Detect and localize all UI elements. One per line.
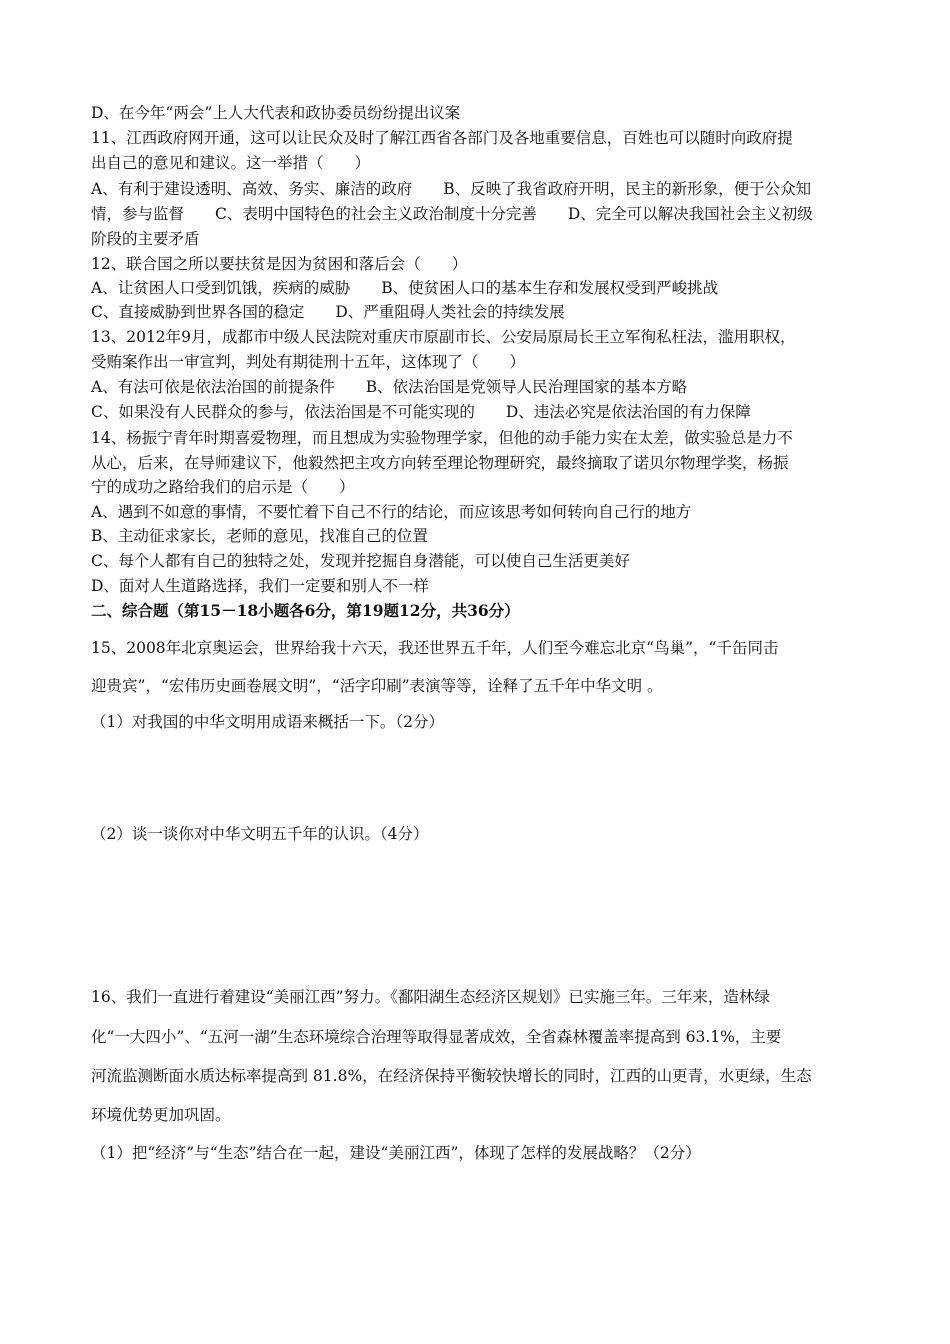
options-q11-line3: 阶段的主要矛盾 <box>91 230 200 248</box>
options-q13-line2: C、如果没有人民群众的参与，依法治国是不可能实现的 D、违法必究是依法治国的有力保障 <box>91 403 751 421</box>
question-15-part1: （1）对我国的中华文明用成语来概括一下。（2分） <box>91 713 444 731</box>
options-q11-line1: A、有利于建设透明、高效、务实、廉洁的政府 B、反映了我省政府开明，民主的新形象，便于公众知 <box>91 180 812 198</box>
question-14-cont1: 从心，后来，在导师建议下，他毅然把主攻方向转至理论物理研究，最终摘取了诺贝尔物理学奖，杨振 <box>91 454 789 472</box>
options-q12-line1: A、让贫困人口受到饥饿，疾病的威胁 B、使贫困人口的基本生存和发展权受到严峻挑战 <box>91 279 719 297</box>
option-d-q14: D、面对人生道路选择，我们一定要和别人不一样 <box>91 577 429 595</box>
question-13-cont: 受贿案作出一审宣判，判处有期徒刑十五年，这体现了（ ） <box>91 353 526 371</box>
question-11-cont: 出自己的意见和建议。这一举措（ ） <box>91 154 371 172</box>
question-15-part2: （2）谈一谈你对中华文明五千年的认识。（4分） <box>91 825 429 843</box>
option-c-q14: C、每个人都有自己的独特之处，发现并挖掘自身潜能，可以使自己生活更美好 <box>91 552 630 570</box>
option-b-q14: B、主动征求家长，老师的意见，找准自己的位置 <box>91 527 428 545</box>
option-d-q10: D、在今年“两会”上人大代表和政协委员纷纷提出议案 <box>91 104 461 122</box>
question-15-cont: 迎贵宾”，“宏伟历史画卷展文明”，“活字印刷”表演等等，诠释了五千年中华文明 。 <box>91 677 663 695</box>
question-16-cont2: 河流监测断面水质达标率提高到 81.8%，在经济保持平衡较快增长的同时，江西的山更青，水更绿，生态 <box>91 1067 812 1085</box>
question-14: 14、杨振宁青年时期喜爱物理，而且想成为实验物理学家，但他的动手能力实在太差，做实验总是力不 <box>91 429 793 447</box>
question-14-cont2: 宁的成功之路给我们的启示是（ ） <box>91 478 355 496</box>
question-12: 12、联合国之所以要扶贫是因为贫困和落后会（ ） <box>91 255 468 273</box>
question-11: 11、江西政府网开通，这可以让民众及时了解江西省各部门及各地重要信息，百姓也可以随时向政府提 <box>91 129 793 147</box>
question-16: 16、我们一直进行着建设“美丽江西”努力。《鄱阳湖生态经济区规划》已实施三年。三年来，造林绿 <box>91 988 770 1006</box>
section-heading: 二、综合题（第15－18小题各6分，第19题12分，共36分） <box>91 601 520 620</box>
question-16-cont1: 化“一大四小”、“五河一湖”生态环境综合治理等取得显著成效，全省森林覆盖率提高到 63.1%，主要 <box>91 1028 782 1046</box>
question-16-cont3: 环境优势更加巩固。 <box>91 1106 231 1124</box>
question-15: 15、2008年北京奥运会，世界给我十六天，我还世界五千年，人们至今难忘北京“鸟巢”，“千缶同击 <box>91 639 779 657</box>
option-a-q14: A、遇到不如意的事情，不要忙着下自己不行的结论，而应该思考如何转向自己行的地方 <box>91 503 692 521</box>
question-13: 13、2012年9月，成都市中级人民法院对重庆市原副市长、公安局原局长王立军徇私枉法，滥用职权， <box>91 328 796 346</box>
question-16-part1: （1）把“经济”与“生态”结合在一起，建设“美丽江西”，体现了怎样的发展战略？（2分） <box>91 1144 701 1162</box>
options-q13-line1: A、有法可依是依法治国的前提条件 B、依法治国是党领导人民治理国家的基本方略 <box>91 378 688 396</box>
options-q12-line2: C、直接威胁到世界各国的稳定 D、严重阻碍人类社会的持续发展 <box>91 303 565 321</box>
options-q11-line2: 情，参与监督 C、表明中国特色的社会主义政治制度十分完善 D、完全可以解决我国社会主义初级 <box>91 205 813 223</box>
